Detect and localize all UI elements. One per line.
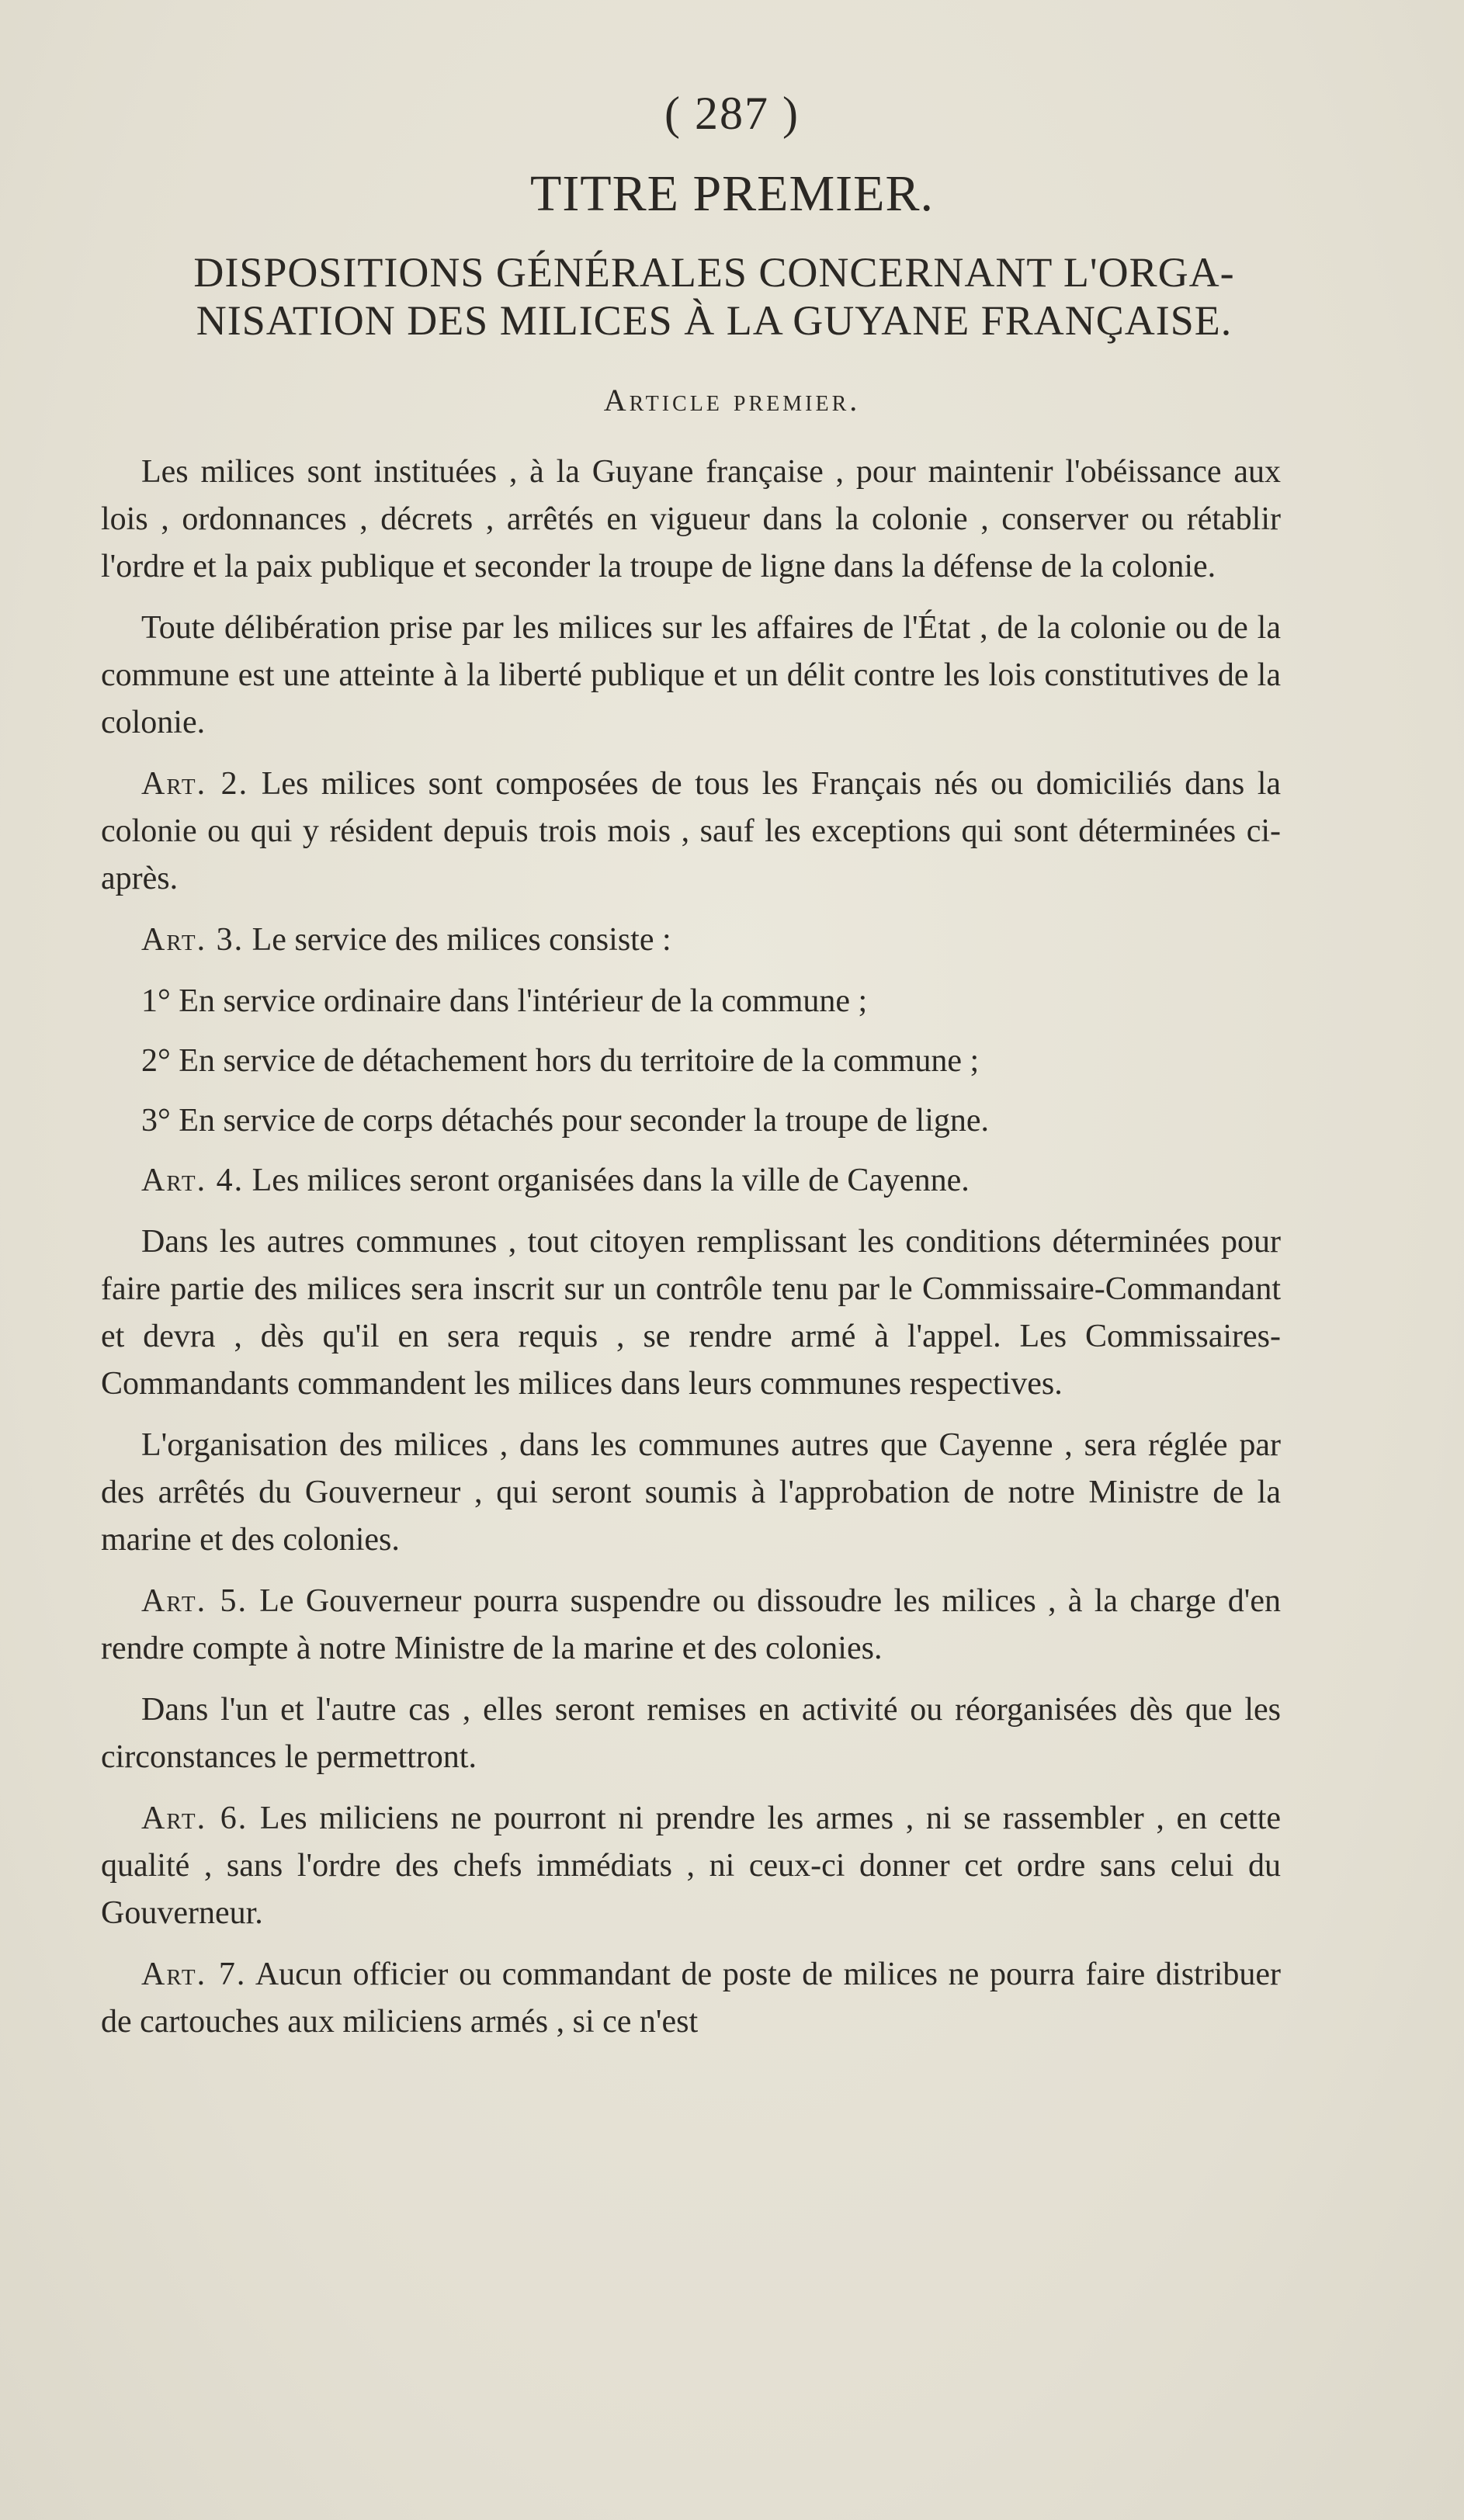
paragraph-text: Le service des milices consiste : (252, 922, 671, 958)
article-paragraph (101, 761, 1281, 903)
article-paragraph (101, 1578, 1281, 1672)
body-text (101, 449, 1281, 2060)
article-heading: Article premier. (603, 383, 861, 418)
paragraph-text: Les milices sont composées de tous les Français nés ou domiciliés dans la colonie ou qui y résident depuis trois mois , sauf les exceptions qui sont déterminées ci-après. (101, 766, 1282, 896)
article-label: Art. 7. (141, 1957, 247, 1992)
list-item (101, 978, 1281, 1025)
paragraph-text: 1° En service ordinaire dans l'intérieur de la commune ; (141, 983, 868, 1019)
paragraph (101, 1218, 1281, 1408)
paragraph (101, 1422, 1281, 1564)
paragraph-text: 2° En service de détachement hors du territoire de la commune ; (141, 1043, 980, 1079)
list-item (101, 1097, 1281, 1145)
page-number: ( 287 ) (664, 88, 800, 139)
paragraph-text: Les milices sont instituées , à la Guyane française , pour maintenir l'obéissance aux lois , ordonnances , décrets , arrêtés en vigueur dans la colonie , conserver ou rétablir l'ordre et la paix publique et seconder la troupe de ligne dans la défense de la colonie. (101, 454, 1281, 584)
paragraph-text: Le Gouverneur pourra suspendre ou dissoudre les milices , à la charge d'en rendre compte à notre Ministre de la marine et des colonies. (101, 1583, 1282, 1666)
section-subtitle-line-2: NISATION DES MILICES À LA GUYANE FRANÇAISE. (196, 297, 1233, 344)
article-label: Art. 2. (141, 766, 249, 802)
paragraph-text: 3° En service de corps détachés pour seconder la troupe de ligne. (141, 1103, 990, 1139)
paragraph-text: Dans l'un et l'autre cas , elles seront remises en activité ou réorganisées dès que les circonstances le permettront. (101, 1692, 1281, 1775)
article-label: Art. 6. (141, 1801, 248, 1836)
paragraph (101, 449, 1281, 591)
article-label: Art. 3. (141, 922, 245, 958)
article-paragraph (101, 917, 1281, 964)
paragraph-text: Aucun officier ou commandant de poste de milices ne pourra faire distribuer de cartouches aux miliciens armés , si ce n'est (101, 1957, 1281, 2040)
article-paragraph (101, 1157, 1281, 1205)
article-paragraph (101, 1795, 1281, 1937)
paragraph-text: L'organisation des milices , dans les communes autres que Cayenne , sera réglée par des arrêtés du Gouverneur , qui seront soumis à l'approbation de notre Ministre de la marine et des colonies. (101, 1427, 1281, 1558)
page-title: TITRE PREMIER. (530, 165, 934, 222)
section-subtitle-line-1: DISPOSITIONS GÉNÉRALES CONCERNANT L'ORGA- (193, 249, 1235, 296)
article-paragraph (101, 1951, 1281, 2046)
paragraph-text: Toute délibération prise par les milices sur les affaires de l'État , de la colonie ou de la commune est une atteinte à la liberté publique et un délit contre les lois constitutives de la colonie. (101, 610, 1281, 740)
list-item (101, 1038, 1281, 1085)
paragraph (101, 605, 1281, 747)
paragraph-text: Les miliciens ne pourront ni prendre les armes , ni se rassembler , en cette qualité , sans l'ordre des chefs immédiats , ni ceux-ci donner cet ordre sans celui du Gouverneur. (101, 1801, 1281, 1931)
paragraph (101, 1686, 1281, 1781)
paragraph-text: Les milices seront organisées dans la ville de Cayenne. (252, 1163, 970, 1198)
article-label: Art. 5. (141, 1583, 248, 1619)
section-subtitle (101, 248, 1327, 345)
paragraph-text: Dans les autres communes , tout citoyen remplissant les conditions déterminées pour faire partie des milices sera inscrit sur un contrôle tenu par le Commissaire-Commandant et devra , dès qu'il en sera requis , se rendre armé à l'appel. Les Commissaires-Commandants commandent les milices dans leurs communes respectives. (101, 1224, 1281, 1402)
article-label: Art. 4. (141, 1163, 245, 1198)
